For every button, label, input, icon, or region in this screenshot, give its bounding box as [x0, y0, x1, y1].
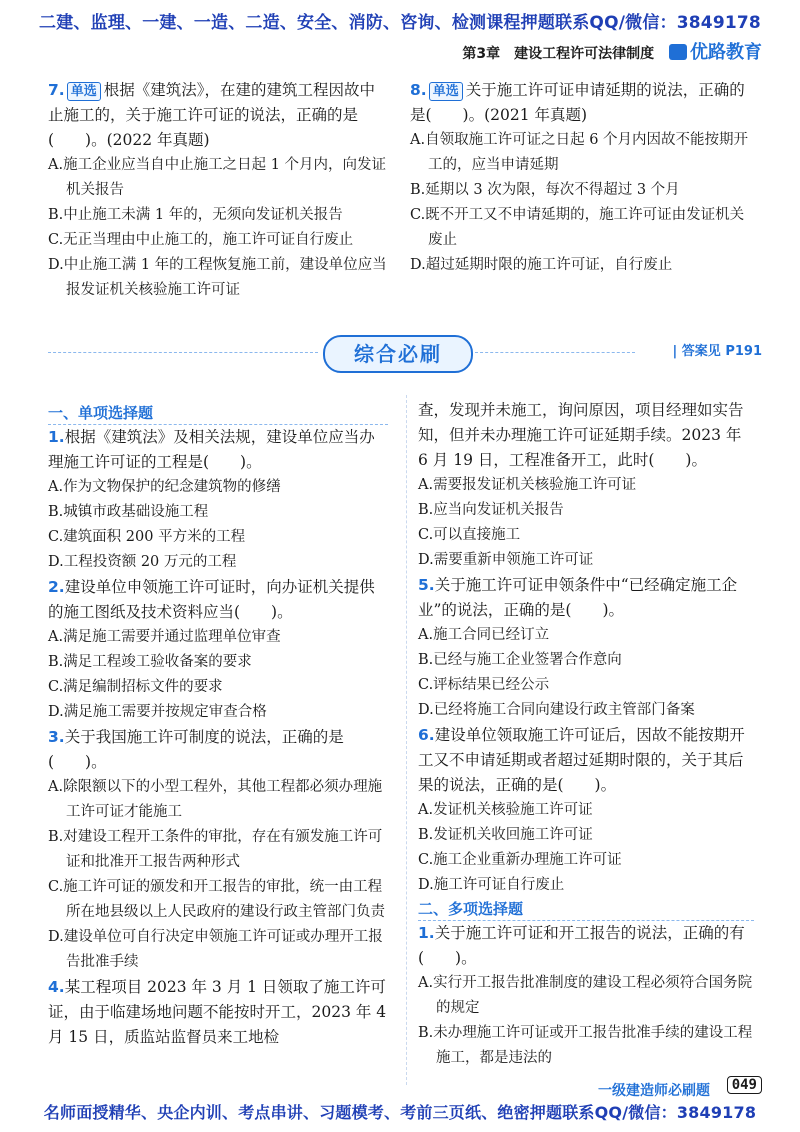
option-a: A.实行开工报告批准制度的建设工程必须符合国务院的规定	[418, 975, 753, 1016]
banner-rule-right	[475, 352, 635, 353]
question-8	[410, 78, 754, 278]
option-d: D.中止施工满 1 年的工程恢复施工前，建设单位应当报发证机关核验施工许可证	[48, 257, 387, 298]
question-stem	[410, 78, 754, 128]
question-number: 2.	[48, 578, 65, 596]
option-c: C.施工许可证的颁发和开工报告的审批，统一由工程所在地县级以上人民政府的建设行政主管部门负责	[48, 879, 385, 920]
option-d: D.工程投资额 20 万元的工程	[48, 554, 237, 570]
option-a: A.自领取施工许可证之日起 6 个月内因故不能按期开工的，应当申请延期	[410, 132, 749, 173]
stem-text: 建设单位申领施工许可证时，向办证机关提供的施工图纸及技术资料应当( )。	[48, 578, 375, 621]
option-c: C.可以直接施工	[418, 527, 521, 543]
question-number: 4.	[48, 978, 65, 996]
multi-question-1	[418, 921, 754, 1071]
option-a: A.满足施工需要并通过监理单位审查	[48, 629, 281, 645]
single-choice-section-title: 一、单项选择题	[48, 402, 388, 425]
option-a: A.施工合同已经订立	[418, 627, 550, 643]
brand-logo-icon	[669, 44, 687, 60]
question-1	[48, 425, 388, 575]
question-stem	[48, 78, 388, 153]
stem-text: 根据《建筑法》，在建的建筑工程因故中止施工的，关于施工许可证的说法，正确的是( )。(2022 年真题)	[48, 81, 375, 149]
option-b: B.城镇市政基础设施工程	[48, 504, 209, 520]
chapter-header	[462, 38, 762, 64]
option-a: A.除限额以下的小型工程外，其他工程都必须办理施工许可证才能施工	[48, 779, 383, 820]
option-c: C.评标结果已经公示	[418, 677, 550, 693]
option-a: A.作为文物保护的纪念建筑物的修缮	[48, 479, 281, 495]
banner-rule-left	[48, 352, 318, 353]
chapter-title: 第3章 建设工程许可法律制度	[462, 46, 655, 62]
option-b: B.中止施工未满 1 年的，无须向发证机关报告	[48, 207, 343, 223]
option-b: B.应当向发证机关报告	[418, 502, 564, 518]
book-title: 一级建造师必刷题	[598, 1083, 710, 1099]
right-column	[418, 398, 754, 1071]
single-choice-tag: 单选	[429, 82, 463, 101]
left-column	[48, 402, 388, 1050]
option-d: D.满足施工需要并按规定审查合格	[48, 704, 267, 720]
question-3	[48, 725, 388, 975]
brand-logo	[669, 42, 762, 63]
option-b: B.满足工程竣工验收备案的要求	[48, 654, 252, 670]
question-number: 1.	[48, 428, 65, 446]
column-divider	[406, 395, 407, 1085]
option-b: B.延期以 3 次为限，每次不得超过 3 个月	[410, 182, 680, 198]
question-number: 3.	[48, 728, 65, 746]
option-c: C.无正当理由中止施工的，施工许可证自行废止	[48, 232, 354, 248]
option-b: B.发证机关收回施工许可证	[418, 827, 593, 843]
option-d: D.已经将施工合同向建设行政主管部门备案	[418, 702, 695, 718]
stem-text: 关于施工许可证申领条件中“已经确定施工企业”的说法，正确的是( )。	[418, 576, 738, 619]
stem-text: 根据《建筑法》及相关法规，建设单位应当办理施工许可证的工程是( )。	[48, 428, 375, 471]
option-c: C.建筑面积 200 平方米的工程	[48, 529, 246, 545]
option-b: B.对建设工程开工条件的审批，存在有颁发施工许可证和批准开工报告两种形式	[48, 829, 383, 870]
brand-name: 优路教育	[690, 42, 762, 63]
top-promo-banner: 二建、监理、一建、一造、二造、安全、消防、咨询、检测课程押题联系QQ/微信：3849178	[39, 13, 761, 33]
stem-continuation: 查，发现并未施工，询问原因，项目经理如实告知，但并未办理施工许可证延期手续。2023 年 6 月 19 日，工程准备开工，此时( )。	[418, 401, 744, 469]
option-b: B.已经与施工企业签署合作意向	[418, 652, 622, 668]
option-a: A.施工企业应当自中止施工之日起 1 个月内，向发证机关报告	[48, 157, 387, 198]
answer-reference: | 答案见 P191	[672, 344, 762, 359]
stem-text: 关于我国施工许可制度的说法，正确的是( )。	[48, 728, 344, 771]
option-b: B.未办理施工许可证或开工报告批准手续的建设工程施工，都是违法的	[418, 1025, 753, 1066]
question-6	[418, 723, 754, 898]
stem-text: 建设单位领取施工许可证后，因故不能按期开工又不申请延期或者超过延期时限的，关于其后果的说法，正确的是( )。	[418, 726, 745, 794]
single-choice-tag: 单选	[67, 82, 101, 101]
option-d: D.超过延期时限的施工许可证，自行废止	[410, 257, 673, 273]
option-d: D.需要重新申领施工许可证	[418, 552, 594, 568]
question-number: 5.	[418, 576, 435, 594]
question-number: 6.	[418, 726, 435, 744]
stem-text: 关于施工许可证和开工报告的说法，正确的有( )。	[418, 924, 745, 967]
multi-choice-section-title: 二、多项选择题	[418, 898, 754, 921]
option-c: C.既不开工又不申请延期的，施工许可证由发证机关废止	[410, 207, 745, 248]
question-number: 1.	[418, 924, 435, 942]
option-a: A.发证机关核验施工许可证	[418, 802, 593, 818]
page-number: 049	[727, 1076, 762, 1094]
bottom-promo-banner: 名师面授精华、央企内训、考点串讲、习题模考、考前三页纸、绝密押题联系QQ/微信：3849178	[43, 1103, 757, 1122]
option-c: C.满足编制招标文件的要求	[48, 679, 223, 695]
question-2	[48, 575, 388, 725]
option-d: D.建设单位可自行决定申领施工许可证或办理开工报告批准手续	[48, 929, 383, 970]
option-c: C.施工企业重新办理施工许可证	[418, 852, 622, 868]
question-4-continued	[418, 398, 754, 573]
question-4	[48, 975, 388, 1050]
question-number: 8.	[410, 81, 427, 99]
section-banner-title: 综合必刷	[323, 335, 473, 373]
question-7	[48, 78, 388, 303]
stem-text: 某工程项目 2023 年 3 月 1 日领取了施工许可证，由于临建场地问题不能按时开工，2023 年 4 月 15 日，质监站监督员来工地检	[48, 978, 387, 1046]
question-number: 7.	[48, 81, 65, 99]
option-d: D.施工许可证自行废止	[418, 877, 565, 893]
stem-text: 关于施工许可证申请延期的说法，正确的是( )。(2021 年真题)	[410, 81, 745, 124]
question-5	[418, 573, 754, 723]
option-a: A.需要报发证机关核验施工许可证	[418, 477, 637, 493]
